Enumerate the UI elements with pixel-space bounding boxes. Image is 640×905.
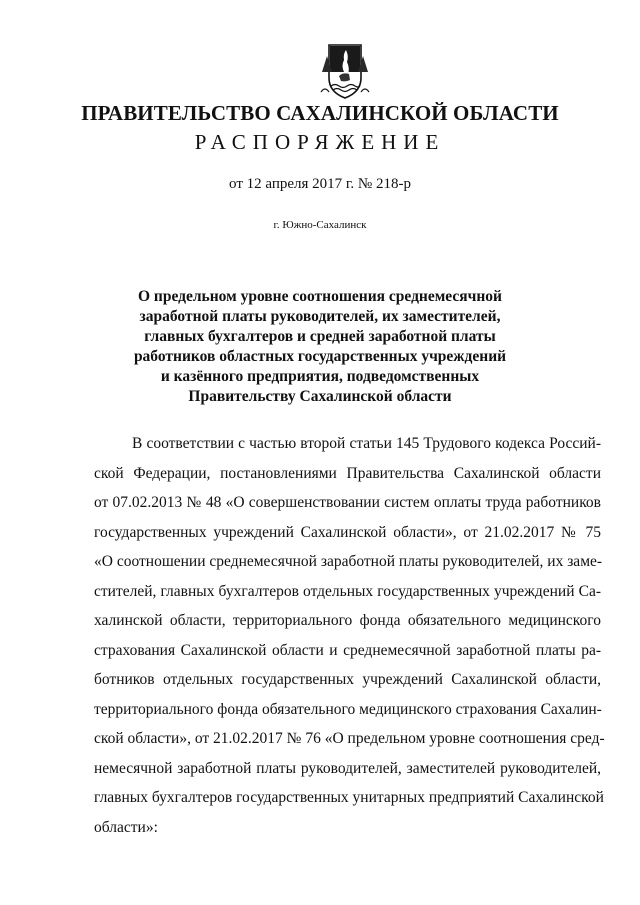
body-line: страхования Сахалинской области и среднемесячной заработной платы ра- (94, 641, 601, 659)
body-line: немесячной заработной платы руководителей, заместителей руководителей, (94, 759, 601, 777)
body-line: ботников отдельных государственных учреждений Сахалинской области, (94, 671, 601, 688)
body-line: главных бухгалтеров государственных унитарных предприятий Сахалинской (94, 789, 604, 806)
body-line: территориального фонда обязательного медицинского страхования Сахалин- (94, 700, 602, 718)
heading-line: работников областных государственных учреждений (133, 348, 507, 365)
body-line: стителей, главных бухгалтеров отдельных государственных учреждений Са- (94, 582, 601, 600)
government-title: ПРАВИТЕЛЬСТВО САХАЛИНСКОЙ ОБЛАСТИ (81, 101, 559, 125)
heading-line: Правительству Сахалинской области (188, 388, 452, 405)
body-paragraph (94, 429, 605, 842)
heading-line: заработной платы руководителей, их заместителей, (139, 308, 501, 325)
body-line: В соответствии с частью второй статьи 145 Трудового кодекса Россий- (132, 435, 601, 452)
body-line: ской области», от 21.02.2017 № 76 «О предельном уровне соотношения сред- (94, 730, 605, 747)
body-line: области»: (94, 818, 158, 836)
document-city: г. Южно-Сахалинск (273, 219, 367, 231)
document-type: РАСПОРЯЖЕНИЕ (194, 130, 446, 154)
sakhalin-coat-of-arms-icon (319, 42, 371, 100)
heading-line: главных бухгалтеров и средней заработной платы (144, 328, 496, 345)
body-line: «О соотношении среднемесячной заработной платы руководителей, их заме- (94, 553, 603, 570)
body-line: государственных учреждений Сахалинской области», от 21.02.2017 № 75 (94, 523, 601, 541)
heading-line: О предельном уровне соотношения среднемесячной (137, 288, 502, 305)
body-line: халинской области, территориального фонда обязательного медицинского (94, 612, 601, 629)
heading-line: и казённого предприятия, подведомственных (160, 368, 480, 385)
document-date-number: от 12 апреля 2017 г. № 218-р (229, 176, 411, 192)
document-heading (120, 287, 520, 407)
body-line: ской Федерации, постановлениями Правительства Сахалинской области (94, 464, 601, 482)
body-line: от 07.02.2013 № 48 «О совершенствовании систем оплаты труда работников (94, 494, 601, 511)
